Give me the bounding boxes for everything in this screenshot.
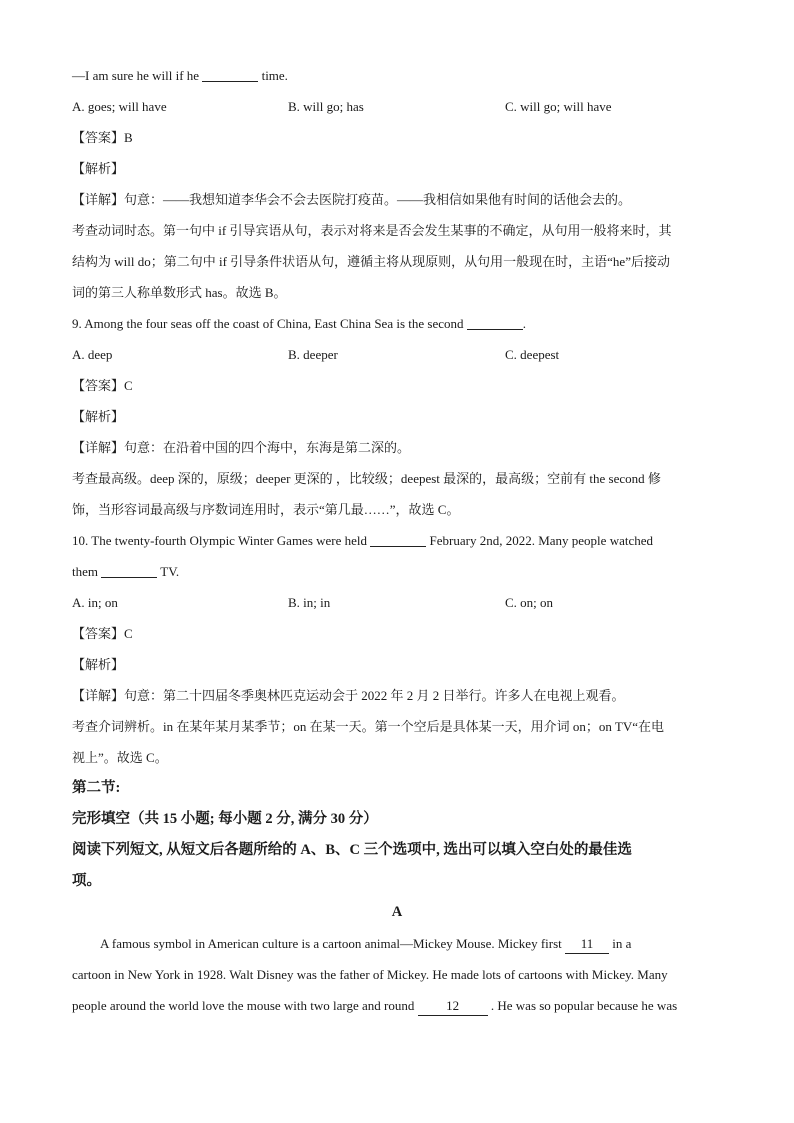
q8-option-b: B. will go; has [288,99,364,114]
passage-line-1: A famous symbol in American culture is a cartoon animal—Mickey Mouse. Mickey first 11 in a [72,928,722,959]
section-instruction-1: 阅读下列短文, 从短文后各题所给的 A、B、C 三个选项中, 选出可以填入空白处的最佳选 [72,842,632,858]
q10-detail-2: 考查介词辨析。in 在某年某月某季节；on 在某一天。第一个空后是具体某一天，用介词 on；on TV“在电 [72,719,664,734]
q9-option-b: B. deeper [288,347,338,362]
passage-line-2: cartoon in New York in 1928. Walt Disney was the father of Mickey. He made lots of cartoons with Mickey. Many [72,967,668,982]
q9-answer: 【答案】C [72,378,133,393]
q10-detail-3: 视上”。故选 C。 [72,750,168,765]
document-page [72,60,722,1021]
answer-blank [467,314,523,330]
q10-analysis-label: 【解析】 [72,657,125,672]
section-heading: 完形填空（共 15 小题; 每小题 2 分, 满分 30 分） [72,811,378,827]
blank-12: 12 [418,997,488,1016]
section-title: 第二节: [72,780,121,796]
q10-option-a: A. in; on [72,595,118,610]
q9-detail-2: 考查最高级。deep 深的，原级；deeper 更深的 ，比较级；deepest 最深的，最高级；空前有 the second 修 [72,471,661,486]
q8-detail-3: 结构为 will do；第二句中 if 引导条件状语从句，遵循主将从现原则，从句用一般现在时，主语“he”后接动 [72,254,670,269]
q10-prompt: 10. The twenty-fourth Olympic Winter Games were held February 2nd, 2022. Many people watched [72,533,654,548]
q10-detail-1: 【详解】句意：第二十四届冬季奥林匹克运动会于 2022 年 2 月 2 日举行。许多人在电视上观看。 [72,688,625,703]
section-instruction-2: 项。 [72,873,101,889]
q10-option-c: C. on; on [505,595,554,610]
blank-11: 11 [565,935,609,954]
q9-detail-3: 饰，当形容词最高级与序数词连用时，表示“第几最……”，故选 C。 [72,502,460,517]
q10-prompt-2: them TV. [72,564,180,579]
q8-options [72,91,722,122]
answer-blank [370,531,426,547]
q8-detail-1: 【详解】句意：——我想知道李华会不会去医院打疫苗。——我相信如果他有时间的话他会去的。 [72,192,632,207]
passage-line-3: people around the world love the mouse with two large and round 12 . He was so popular because he was [72,990,722,1021]
q10-answer: 【答案】C [72,626,133,641]
q10-option-b: B. in; in [288,595,331,610]
q9-detail-1: 【详解】句意：在沿着中国的四个海中，东海是第二深的。 [72,440,411,455]
q9-options [72,339,722,370]
answer-blank [202,66,258,82]
q8-prompt: —I am sure he will if he time. [72,68,288,83]
q9-option-a: A. deep [72,347,113,362]
answer-blank [101,562,157,578]
q8-detail-4: 词的第三人称单数形式 has。故选 B。 [72,285,287,300]
passage-label: A [391,904,403,920]
q8-analysis-label: 【解析】 [72,161,125,176]
q10-options [72,587,722,618]
q9-option-c: C. deepest [505,347,560,362]
q9-prompt: 9. Among the four seas off the coast of China, East China Sea is the second . [72,316,526,331]
q8-detail-2: 考查动词时态。第一句中 if 引导宾语从句，表示对将来是否会发生某事的不确定，从句用一般将来时，其 [72,223,672,238]
q8-answer: 【答案】B [72,130,133,145]
q8-option-c: C. will go; will have [505,99,612,114]
q9-analysis-label: 【解析】 [72,409,125,424]
q8-option-a: A. goes; will have [72,99,167,114]
